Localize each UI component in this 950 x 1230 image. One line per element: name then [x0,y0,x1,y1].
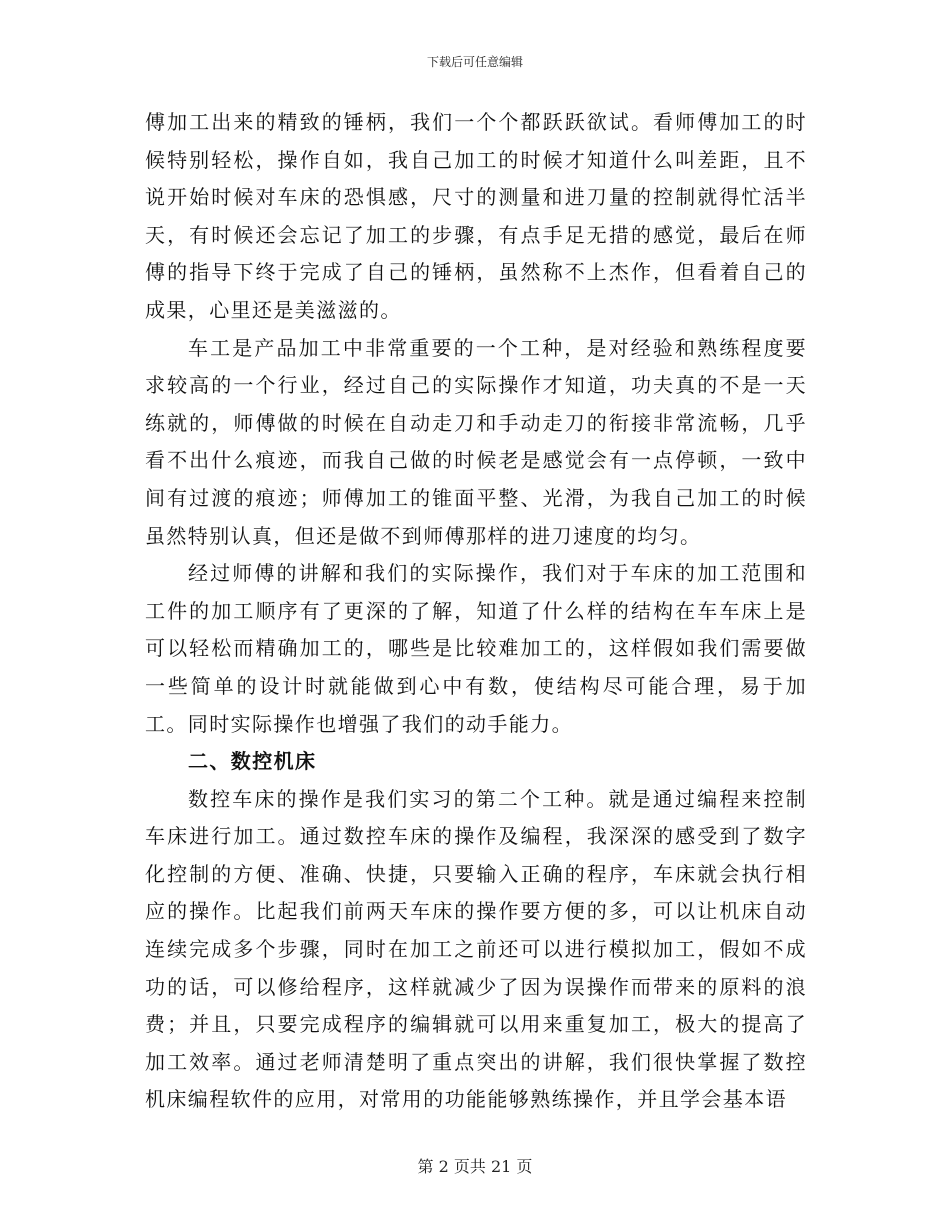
paragraph-cnc-lathe: 数控车床的操作是我们实习的第二个工种。就是通过编程来控制车床进行加工。通过数控车床的操作及编程，我深深的感受到了数字化控制的方便、准确、快捷，只要输入正确的程序，车床就会执行相应的操作。比起我们前两天车床的操作要方便的多，可以让机床自动连续完成多个步骤，同时在加工之前还可以进行模拟加工，假如不成功的话，可以修给程序，这样就减少了因为误操作而带来的原料的浪费；并且，只要完成程序的编辑就可以用来重复加工，极大的提高了加工效率。通过老师清楚明了重点突出的讲解，我们很快掌握了数控机床编程软件的应用，对常用的功能能够熟练操作，并且学会基本语 [145,786,807,1112]
document-body [145,104,807,1119]
paragraph-lathe-summary: 经过师傅的讲解和我们的实际操作，我们对于车床的加工范围和工件的加工顺序有了更深的了解，知道了什么样的结构在车车床上是可以轻松而精确加工的，哪些是比较难加工的，这样假如我们需要做一些简单的设计时就能做到心中有数，使结构尽可能合理，易于加工。同时实际操作也增强了我们的动手能力。 [145,561,807,736]
paragraph-continuation: 傅加工出来的精致的锤柄，我们一个个都跃跃欲试。看师傅加工的时候特别轻松，操作自如，我自己加工的时候才知道什么叫差距，且不说开始时候对车床的恐惧感，尺寸的测量和进刀量的控制就得忙活半天，有时候还会忘记了加工的步骤，有点手足无措的感觉，最后在师傅的指导下终于完成了自己的锤柄，虽然称不上杰作，但看着自己的成果，心里还是美滋滋的。 [145,110,807,322]
page-footer: 第 2 页共 21 页 [417,1157,533,1176]
section-heading-cnc: 二、数控机床 [188,749,317,774]
page-header: 下载后可任意编辑 [426,55,523,69]
paragraph-lathe-work: 车工是产品加工中非常重要的一个工种，是对经验和熟练程度要求较高的一个行业，经过自己的实际操作才知道，功夫真的不是一天练就的，师傅做的时候在自动走刀和手动走刀的衔接非常流畅，几乎看不出什么痕迹，而我自己做的时候老是感觉会有一点停顿，一致中间有过渡的痕迹；师傅加工的锥面平整、光滑，为我自己加工的时候虽然特别认真，但还是做不到师傅那样的进刀速度的均匀。 [145,335,807,548]
